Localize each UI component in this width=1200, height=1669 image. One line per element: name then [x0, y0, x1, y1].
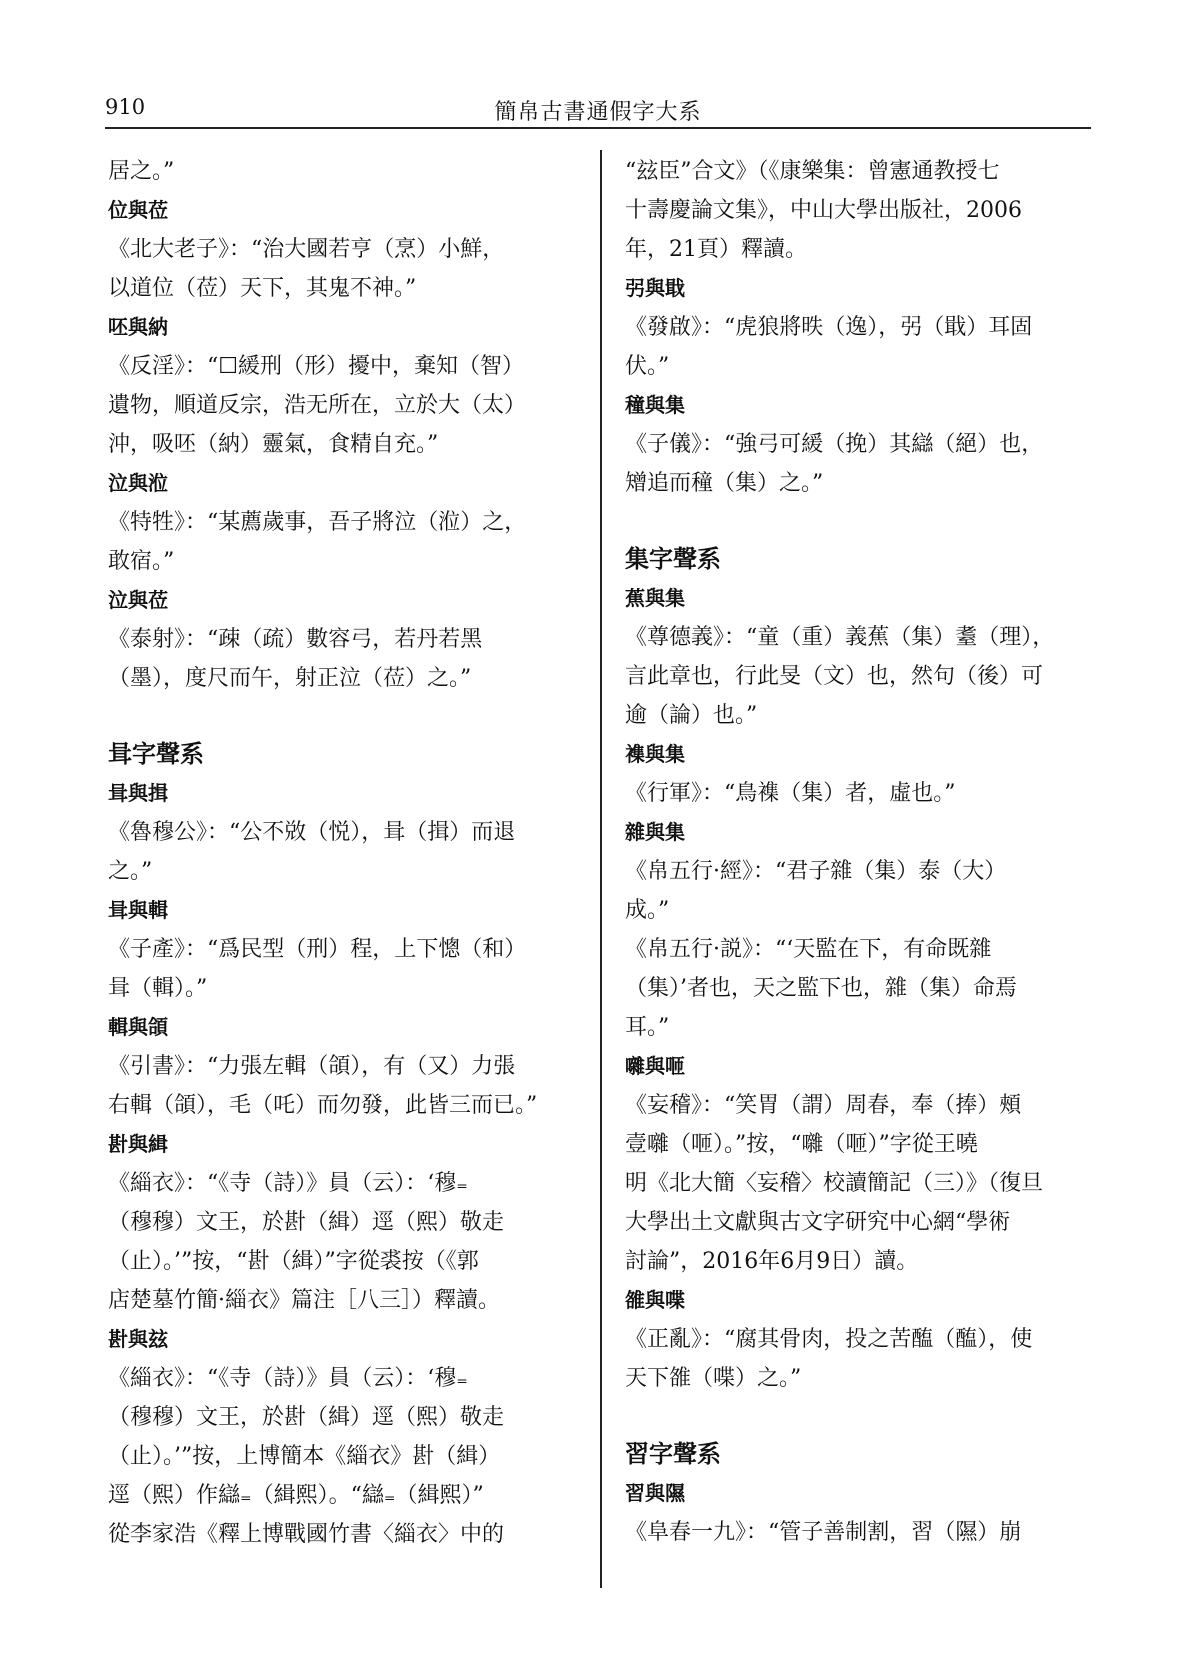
text-line: 《帛五行·經》：“君子雜（集）泰（大）: [625, 859, 1007, 884]
page-number: 910: [105, 95, 146, 119]
text-line: 逕（熙）作䜌₌（緝熙）。“䜌₌（緝熙）”: [108, 1483, 484, 1508]
text-line: 《反淫》：“☐緩刑（形）擾中，棄知（智）: [108, 354, 524, 379]
text-line: 十壽慶論文集》，中山大學出版社，2006: [625, 198, 1022, 223]
text-line: 明《北大簡〈妄稽〉校讀簡記（三）》（復旦: [625, 1171, 1044, 1196]
text-line: “玆臣”合文》（《康樂集：曾憲通教授七: [625, 159, 1000, 184]
entry-heading: 卙與玆: [108, 1327, 168, 1351]
text-line: 年，21頁）釋讀。: [625, 237, 807, 262]
text-line: （穆穆）文王，於卙（緝）逕（熙）敬走: [108, 1405, 505, 1430]
text-line: 言此章也，行此旻（文）也，然句（後）可: [625, 664, 1044, 689]
text-line: 矰追而穜（集）之。”: [625, 471, 824, 496]
text-line: 以道位（莅）天下，其鬼不神。”: [108, 276, 417, 301]
text-line: 壹囃（咂）。”按，“囃（咂）”字從王曉: [625, 1132, 978, 1157]
text-line: （集）’者也，天之監下也，雜（集）命焉: [625, 976, 1017, 1001]
running-header: [105, 95, 1091, 129]
text-line: 《行軍》：“鳥襍（集）者，虛也。”: [625, 781, 956, 806]
entry-heading: 蕉與集: [625, 586, 685, 610]
text-line: 《發啟》：“虎狼將昳（逸），弜（戢）耳固: [625, 315, 1033, 340]
section-spacer: [625, 503, 1093, 540]
entry-heading: 位與莅: [108, 198, 168, 222]
entry-heading: 泣與莅: [108, 588, 168, 612]
text-line: 從李家浩《釋上博戰國竹書〈緇衣〉中的: [108, 1522, 505, 1547]
section-heading: 集字聲系: [625, 545, 721, 573]
entry-heading: 咠與輯: [108, 898, 168, 922]
entry-heading: 呸與納: [108, 315, 168, 339]
text-line: 《魯穆公》：“公不敚（悦），咠（揖）而退: [108, 820, 516, 845]
text-line: 《子儀》：“強弓可緩（挽）其䜌（絕）也，: [625, 432, 1044, 457]
text-line: 大學出土文獻與古文字研究中心網“學術: [625, 1210, 1011, 1235]
text-line: 《緇衣》：“《寺（詩）》員（云）：‘穆₌: [108, 1366, 468, 1391]
text-line: 耳。”: [625, 1015, 670, 1040]
text-line: （止）。’”按，“卙（緝）”字從裘按（《郭: [108, 1249, 479, 1274]
entry-heading: 輯與頜: [108, 1015, 168, 1039]
text-line: 《阜春一九》：“管子善制割，習（隰）崩: [625, 1520, 1022, 1545]
entry-heading: 卙與緝: [108, 1132, 168, 1156]
text-line: 《北大老子》：“治大國若亨（烹）小鮮，: [108, 237, 505, 262]
text-line: 《特牲》：“某薦歲事，吾子將泣（涖）之，: [108, 510, 527, 535]
section-spacer: [625, 1398, 1093, 1435]
entry-heading: 弜與戢: [625, 276, 685, 300]
text-line: 《帛五行·説》：“‘天監在下，有命既雜: [625, 937, 992, 962]
text-line: （止）。’”按，上博簡本《緇衣》卙（緝）: [108, 1444, 501, 1469]
text-line: 《正亂》：“腐其骨肉，投之苦醢（醢），使: [625, 1327, 1033, 1352]
text-line: 咠（輯）。”: [108, 976, 208, 1001]
text-line: 右輯（頜），毛（吒）而勿發，此皆三而已。”: [108, 1093, 538, 1118]
text-line: 天下雒（喋）之。”: [625, 1366, 802, 1391]
entry-heading: 習與隰: [625, 1481, 685, 1505]
text-line: 沖，吸呸（納）靈氣，食精自充。”: [108, 432, 439, 457]
section-heading: 習字聲系: [625, 1440, 721, 1468]
text-line: 《尊德義》：“童（重）義蕉（集）耋（理），: [625, 625, 1055, 650]
text-line: 店楚墓竹簡·緇衣》篇注［八三］）釋讀。: [108, 1288, 500, 1313]
text-line: 之。”: [108, 859, 153, 884]
entry-heading: 囃與咂: [625, 1054, 685, 1078]
text-line: （穆穆）文王，於卙（緝）逕（熙）敬走: [108, 1210, 505, 1235]
book-title: 簡帛古書通假字大系: [494, 100, 702, 125]
entry-heading: 穜與集: [625, 393, 685, 417]
entry-heading: 咠與揖: [108, 781, 168, 805]
text-line: 《子產》：“爲民型（刑）程，上下憁（和）: [108, 937, 527, 962]
text-line: 逾（論）也。”: [625, 703, 758, 728]
entry-heading: 泣與涖: [108, 471, 168, 495]
text-line: 伏。”: [625, 354, 670, 379]
text-line: 《緇衣》：“《寺（詩）》員（云）：‘穆₌: [108, 1171, 468, 1196]
left-column: [108, 152, 578, 1554]
text-line: 成。”: [625, 898, 670, 923]
text-line: 《引書》：“力張左輯（頜），有（又）力張: [108, 1054, 516, 1079]
text-line: 敢宿。”: [108, 549, 175, 574]
text-line: 遺物，順道反宗，浩无所在，立於大（太）: [108, 393, 527, 418]
right-column: [625, 152, 1093, 1552]
entry-heading: 雜與集: [625, 820, 685, 844]
text-line: 《妄稽》：“笑胃（謂）周春，奉（捧）頰: [625, 1093, 1022, 1118]
text-line: 討論”，2016年6月9日）讀。: [625, 1249, 919, 1274]
entry-heading: 雒與喋: [625, 1288, 685, 1312]
entry-heading: 襍與集: [625, 742, 685, 766]
section-heading: 咠字聲系: [108, 740, 204, 768]
text-line: 居之。”: [108, 159, 175, 184]
text-line: （墨），度尺而午，射正泣（莅）之。”: [108, 666, 472, 691]
header-rule: [105, 127, 1091, 129]
column-divider: [600, 150, 602, 1588]
section-spacer: [108, 698, 578, 735]
text-line: 《泰射》：“疎（疏）數容弓，若丹若黑: [108, 627, 483, 652]
